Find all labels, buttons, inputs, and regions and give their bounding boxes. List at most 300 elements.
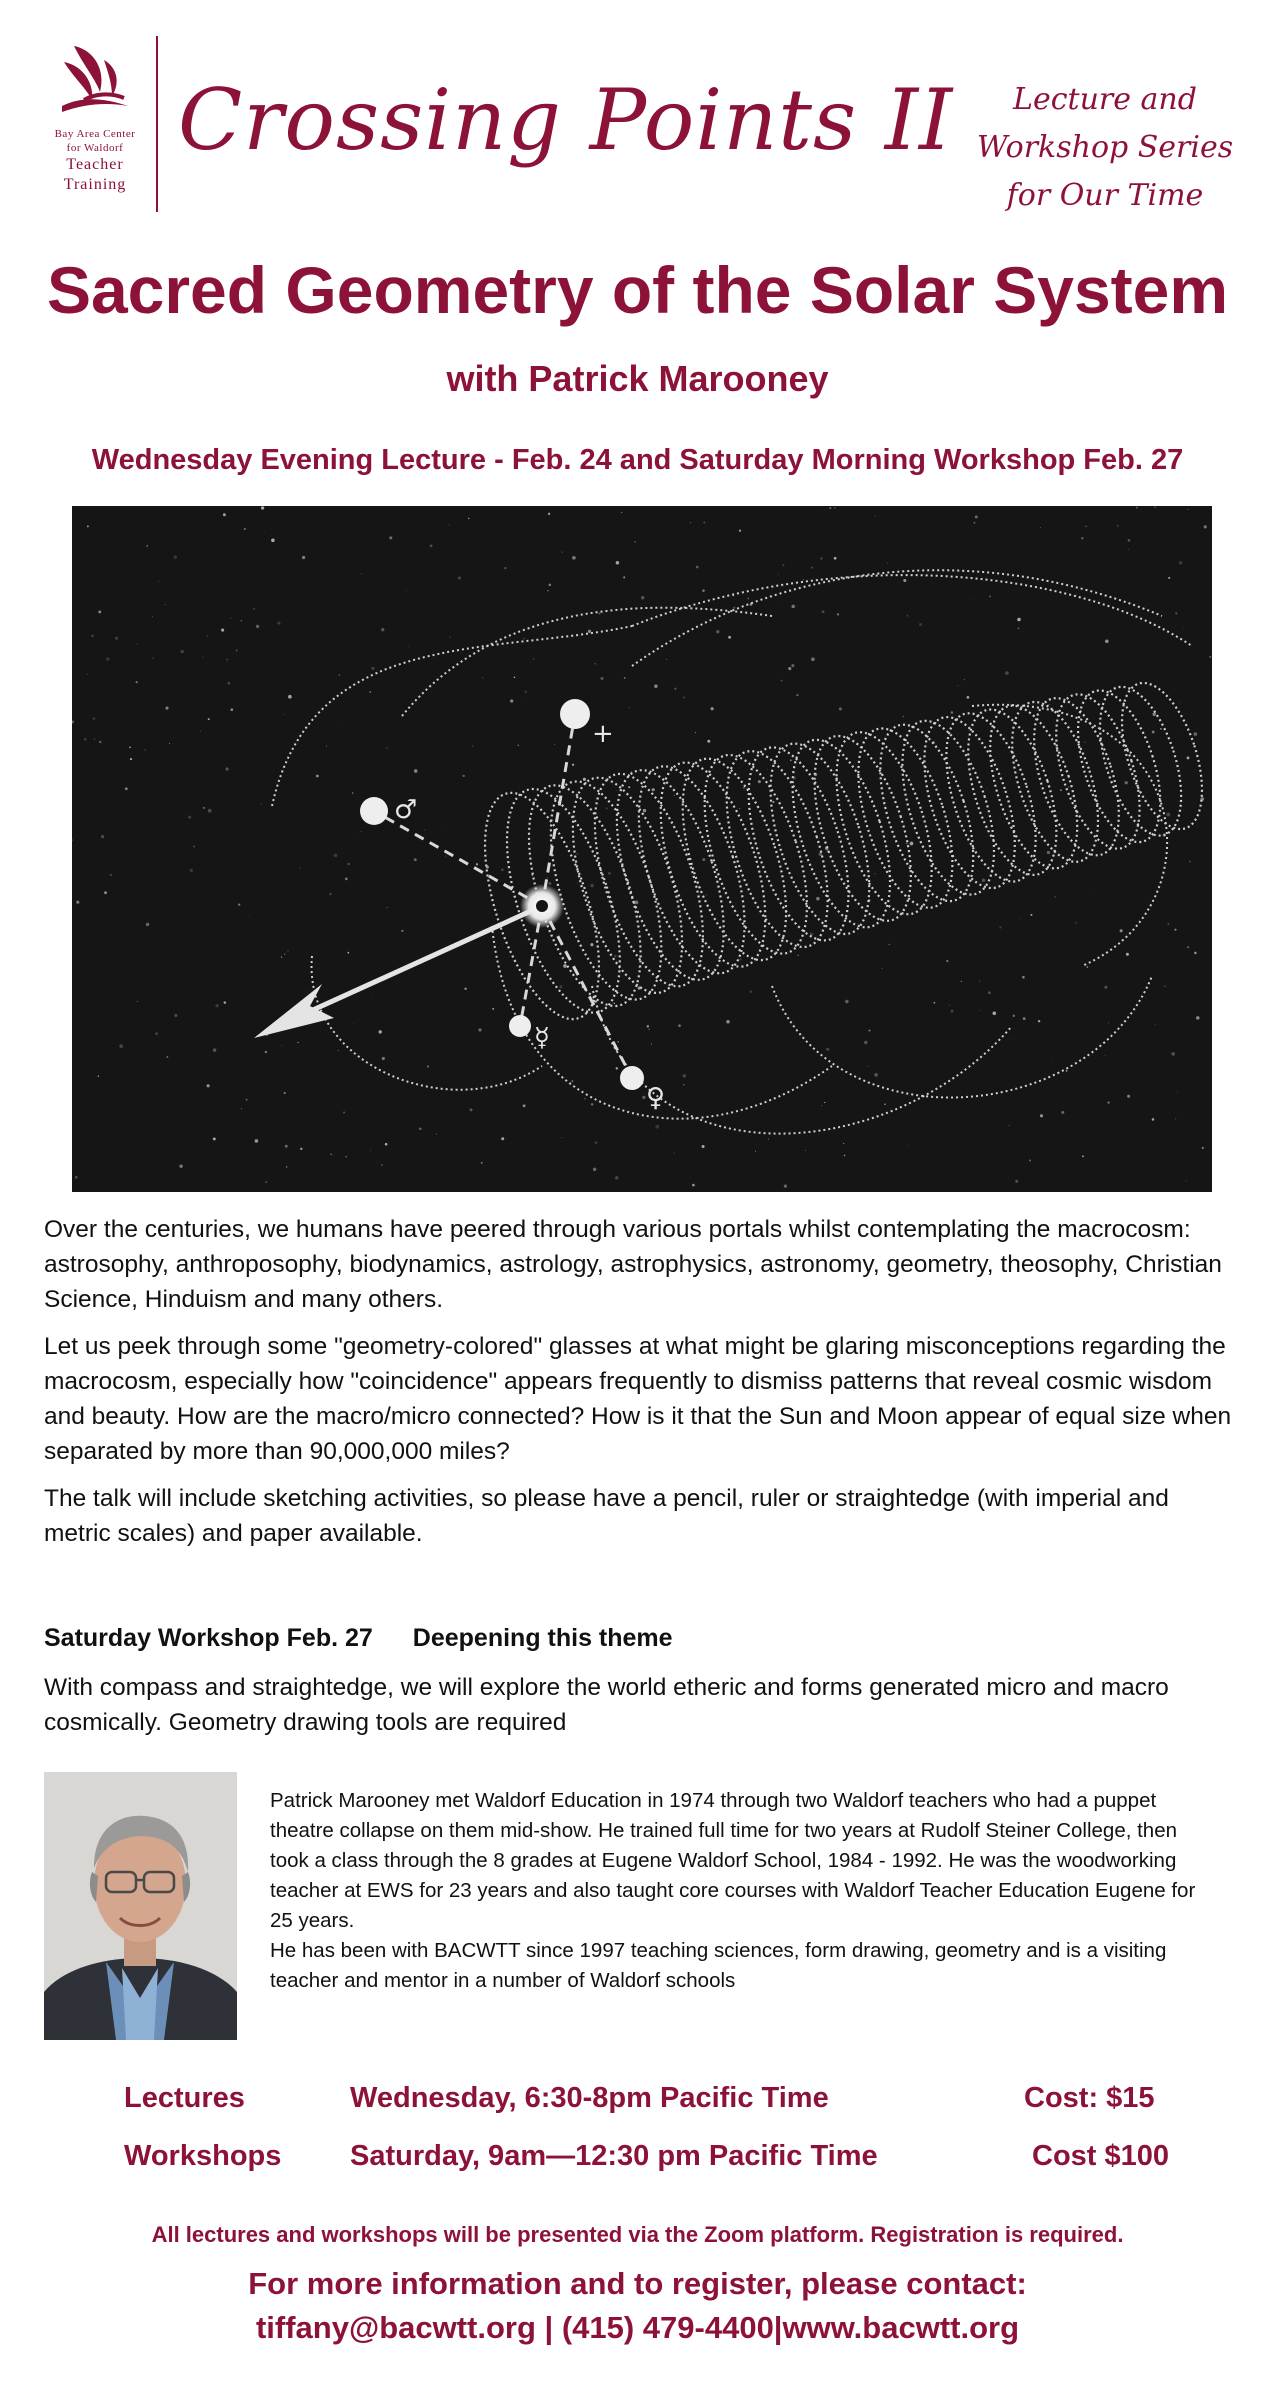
star (470, 1108, 473, 1111)
star (1013, 1015, 1015, 1017)
star (285, 1145, 288, 1148)
star (784, 1184, 787, 1187)
star (678, 1024, 681, 1027)
star (790, 759, 792, 761)
star (979, 981, 980, 982)
star (874, 1073, 878, 1077)
star (728, 636, 731, 639)
star (583, 778, 586, 781)
star (739, 808, 740, 809)
star (476, 863, 478, 865)
star (967, 696, 970, 699)
star (975, 515, 978, 518)
star (99, 741, 101, 743)
star (674, 795, 675, 796)
presenter-portrait (44, 1772, 237, 2040)
star (1136, 507, 1138, 509)
star (207, 1084, 210, 1087)
star (796, 694, 798, 696)
star (1084, 742, 1085, 743)
star (482, 677, 483, 678)
star (563, 964, 567, 968)
workshops-cost: Cost $100 (1032, 2140, 1170, 2172)
star (1174, 929, 1176, 931)
star (1015, 1180, 1018, 1183)
star (829, 507, 831, 509)
star (1108, 1022, 1109, 1023)
star (110, 874, 113, 877)
star (347, 952, 349, 954)
star (203, 657, 204, 658)
star (973, 599, 974, 600)
star (104, 891, 107, 894)
star (167, 1056, 169, 1058)
star (386, 907, 387, 908)
star (1166, 813, 1170, 817)
star (1104, 986, 1107, 989)
star (1054, 896, 1056, 898)
star (772, 801, 774, 803)
star (951, 1010, 954, 1013)
star (501, 868, 504, 871)
star (87, 674, 88, 675)
star (1194, 732, 1198, 736)
star (763, 958, 764, 959)
star (369, 691, 370, 692)
star (1175, 1118, 1176, 1119)
star (206, 636, 208, 638)
star (246, 1099, 248, 1101)
star (797, 955, 798, 956)
star (702, 589, 705, 592)
star (1204, 525, 1207, 528)
star (910, 842, 914, 846)
star (964, 679, 965, 680)
star (241, 1108, 242, 1109)
star (354, 837, 355, 838)
star (600, 677, 603, 680)
star (464, 988, 466, 990)
flame-leaf-logo-icon (54, 40, 138, 124)
star (903, 716, 905, 718)
star (1185, 1180, 1186, 1181)
star (93, 717, 96, 720)
star (655, 1125, 659, 1129)
star (146, 545, 148, 547)
star (525, 700, 526, 701)
bacwtt-logo (36, 36, 158, 212)
star (1155, 1024, 1156, 1025)
star (208, 809, 212, 813)
star (241, 620, 242, 621)
presenter-line: with Patrick Marooney (446, 358, 829, 399)
star (616, 561, 620, 565)
star (1180, 701, 1181, 702)
star (844, 1155, 846, 1157)
star (523, 1104, 526, 1107)
star (414, 858, 417, 861)
star (288, 695, 292, 699)
star (1047, 851, 1050, 854)
star (755, 1151, 756, 1152)
star (979, 1010, 980, 1011)
star (101, 835, 104, 838)
star (1052, 1059, 1053, 1060)
logo-text-line1: Bay Area Center (54, 128, 136, 140)
star (382, 1057, 385, 1060)
star (593, 1168, 596, 1171)
star (213, 1048, 216, 1051)
star (711, 707, 714, 710)
star (706, 895, 707, 896)
star (137, 643, 138, 644)
star (137, 1001, 138, 1002)
star (155, 1032, 158, 1035)
star (361, 831, 362, 832)
star (595, 1141, 598, 1144)
star (818, 511, 819, 512)
star (647, 1025, 649, 1027)
star (1190, 823, 1191, 824)
star (739, 530, 741, 532)
star (1177, 1092, 1178, 1093)
star (1152, 731, 1155, 734)
star (386, 747, 388, 749)
star (782, 564, 784, 566)
star (277, 621, 280, 624)
workshop-theme: Deepening this theme (412, 1624, 673, 1652)
star (1066, 1070, 1068, 1072)
star (577, 853, 578, 854)
star (424, 829, 425, 830)
star (949, 1005, 950, 1006)
star (1125, 781, 1128, 784)
symbol-plus: + (592, 719, 614, 749)
presenter-bio (270, 1786, 1210, 1996)
star (1187, 756, 1190, 759)
star (595, 663, 596, 664)
star (635, 901, 639, 905)
star (1030, 914, 1032, 916)
star (623, 576, 625, 578)
star (834, 557, 837, 560)
star (1085, 526, 1086, 527)
star (834, 507, 835, 508)
star (703, 522, 705, 524)
star (215, 1004, 218, 1007)
star (933, 1002, 935, 1004)
star (409, 647, 410, 648)
star (445, 856, 446, 857)
star (821, 1105, 822, 1106)
star (430, 544, 433, 547)
star (481, 1162, 483, 1164)
star (1154, 506, 1156, 508)
star (190, 869, 194, 873)
star (1126, 953, 1129, 956)
star (791, 605, 795, 609)
star (165, 707, 168, 710)
star (999, 926, 1001, 928)
star (472, 746, 473, 747)
star (590, 943, 593, 946)
star (152, 616, 153, 617)
lectures-label: Lectures (124, 2082, 245, 2114)
star (146, 923, 149, 926)
star (614, 1003, 615, 1004)
star (165, 604, 166, 605)
star (244, 528, 246, 530)
star (160, 1110, 161, 1111)
star (230, 708, 233, 711)
star (1127, 1095, 1130, 1098)
star (629, 707, 630, 708)
star (547, 877, 548, 878)
star (1060, 789, 1062, 791)
paragraph-1: Over the centuries, we humans have peered through various portals whilst contemplating the macrocosm: astrosophy, anthroposophy, biodynamics, astrology, astrophysics, astronomy, geometry, theosophy, Christian Science, Hinduism and many others. (44, 1216, 1222, 1313)
star (1164, 985, 1165, 986)
star (908, 1145, 909, 1146)
workshop-description: With compass and straightedge, we will explore the world etheric and forms generated micro and macro cosmically. Geometry drawing tools are required (44, 1674, 1169, 1736)
star (621, 512, 622, 513)
star (226, 767, 229, 770)
star (1175, 612, 1177, 614)
star (608, 872, 611, 875)
star (1171, 1052, 1175, 1056)
star (203, 807, 205, 809)
logo-text-line2: for Waldorf (66, 142, 124, 154)
star (1011, 1039, 1012, 1040)
star (188, 816, 191, 819)
star (284, 1092, 286, 1094)
star (450, 637, 451, 638)
logo-text-line4: Training (63, 176, 127, 193)
star (264, 531, 265, 532)
star (683, 1084, 684, 1085)
star (768, 1139, 769, 1140)
star (1023, 1017, 1026, 1020)
star (361, 574, 362, 575)
star (903, 579, 906, 582)
star (982, 879, 985, 882)
star (571, 1080, 573, 1082)
star (462, 775, 464, 777)
star (683, 1074, 686, 1077)
star (816, 897, 820, 901)
star (577, 883, 578, 884)
contact-details[interactable]: tiffany@bacwtt.org | (415) 479-4400|www.bacwtt.org (255, 2310, 1020, 2345)
star (370, 1150, 371, 1151)
star (554, 744, 555, 745)
star (1187, 946, 1189, 948)
zoom-note: All lectures and workshops will be presented via the Zoom platform. Registration is required. (151, 2222, 1124, 2247)
star (238, 904, 240, 906)
star (1017, 618, 1021, 622)
star (221, 629, 224, 632)
star (993, 1012, 997, 1016)
star (174, 556, 177, 559)
tagline-line2: Workshop Series (976, 130, 1234, 165)
star (224, 1001, 226, 1003)
star (743, 787, 745, 789)
paragraph-2: Let us peek through some "geometry-colored" glasses at what might be glaring misconceptions regarding the macrocosm, especially how "coincidence" appears frequently to dismiss patterns that reveal cosmic wisdom and beauty. How are the macro/micro connected? How is it that the Sun and Moon appear of equal size when separated by more than 90,000,000 miles? (44, 1333, 1232, 1465)
event-title: Sacred Geometry of the Solar System (46, 253, 1229, 327)
star (559, 985, 562, 988)
star (236, 649, 238, 651)
star (674, 688, 676, 690)
star (1183, 627, 1184, 628)
star (174, 1014, 177, 1017)
star (407, 1191, 408, 1192)
star (584, 1098, 586, 1100)
star (1160, 728, 1162, 730)
star (695, 732, 696, 733)
star (989, 596, 991, 598)
star (419, 1127, 422, 1130)
star (227, 682, 230, 685)
star (158, 581, 159, 582)
star (136, 681, 138, 683)
star (265, 1051, 267, 1053)
star (352, 792, 354, 794)
star (1009, 1125, 1010, 1126)
bio-paragraph-2: He has been with BACWTT since 1997 teaching sciences, form drawing, geometry and is a visiting teacher and mentor in a number of Waldorf schools (270, 1939, 1167, 1992)
workshop-date: Saturday Workshop Feb. 27 (44, 1624, 373, 1652)
star (1038, 1020, 1040, 1022)
star (329, 893, 332, 896)
star (690, 522, 691, 523)
star (624, 677, 626, 679)
series-title: Crossing Points II (178, 71, 954, 169)
star (1189, 861, 1191, 863)
star (617, 1041, 619, 1043)
star (98, 610, 101, 613)
star (76, 901, 79, 904)
star (230, 618, 231, 619)
star (780, 680, 782, 682)
star (666, 659, 667, 660)
star (253, 608, 255, 610)
star (255, 1139, 259, 1143)
star (316, 775, 319, 778)
star (256, 625, 259, 628)
star (1019, 918, 1020, 919)
star (510, 699, 513, 702)
symbol-mercury: ☿ (534, 1023, 550, 1053)
event-dates: Wednesday Evening Lecture - Feb. 24 and Saturday Morning Workshop Feb. 27 (91, 444, 1184, 476)
star (91, 635, 93, 637)
star (371, 993, 372, 994)
star (346, 1156, 347, 1157)
star (338, 1050, 339, 1051)
star (406, 590, 407, 591)
star (724, 894, 725, 895)
star (1202, 1147, 1204, 1149)
star (951, 711, 954, 714)
star (1167, 923, 1169, 925)
star (261, 803, 262, 804)
star (223, 513, 226, 516)
star (1105, 1055, 1106, 1056)
star (1087, 966, 1089, 968)
star (1040, 527, 1041, 528)
star (401, 930, 403, 932)
star (1107, 1101, 1109, 1103)
star (517, 744, 519, 746)
star (824, 1102, 825, 1103)
star (1018, 628, 1020, 630)
star (778, 603, 779, 604)
star (819, 852, 822, 855)
star (1120, 929, 1123, 932)
star (588, 630, 591, 633)
star (533, 658, 535, 660)
star (87, 525, 89, 527)
star (1168, 577, 1170, 579)
star (501, 1137, 504, 1140)
star (716, 630, 719, 633)
star (643, 809, 646, 812)
star (733, 607, 735, 609)
star (778, 574, 779, 575)
star (300, 1148, 302, 1150)
star (84, 738, 87, 741)
star (826, 1048, 829, 1051)
star (427, 1065, 429, 1067)
star (193, 846, 195, 848)
star (299, 867, 301, 869)
star (106, 657, 110, 661)
star (549, 882, 552, 885)
symbol-venus: ♀ (646, 1083, 666, 1113)
solar-system-illustration (72, 506, 1212, 1192)
star (144, 749, 145, 750)
star (572, 764, 574, 766)
star (306, 991, 307, 992)
star (129, 746, 131, 748)
presenter-photo (44, 1772, 237, 2040)
star (882, 968, 883, 969)
star (1061, 1111, 1064, 1114)
star (94, 739, 95, 740)
star (80, 639, 81, 640)
star (652, 788, 655, 791)
logo-text-line3: Teacher (66, 156, 124, 173)
star (339, 674, 341, 676)
star (372, 667, 375, 670)
star (748, 598, 749, 599)
lectures-cost: Cost: $15 (1024, 2082, 1155, 2114)
lecture-description (44, 1212, 1240, 1563)
star (414, 769, 418, 773)
star (707, 740, 710, 743)
star (674, 1153, 675, 1154)
star (839, 707, 842, 710)
star (347, 863, 349, 865)
star (330, 1153, 332, 1155)
star (169, 743, 170, 744)
star (98, 1075, 100, 1077)
star (436, 1134, 437, 1135)
star (651, 1044, 652, 1045)
star (271, 539, 275, 543)
star (1179, 561, 1182, 564)
star (614, 955, 616, 957)
star (379, 1030, 382, 1033)
star (628, 786, 630, 788)
star (616, 1067, 618, 1069)
star (376, 1162, 377, 1163)
